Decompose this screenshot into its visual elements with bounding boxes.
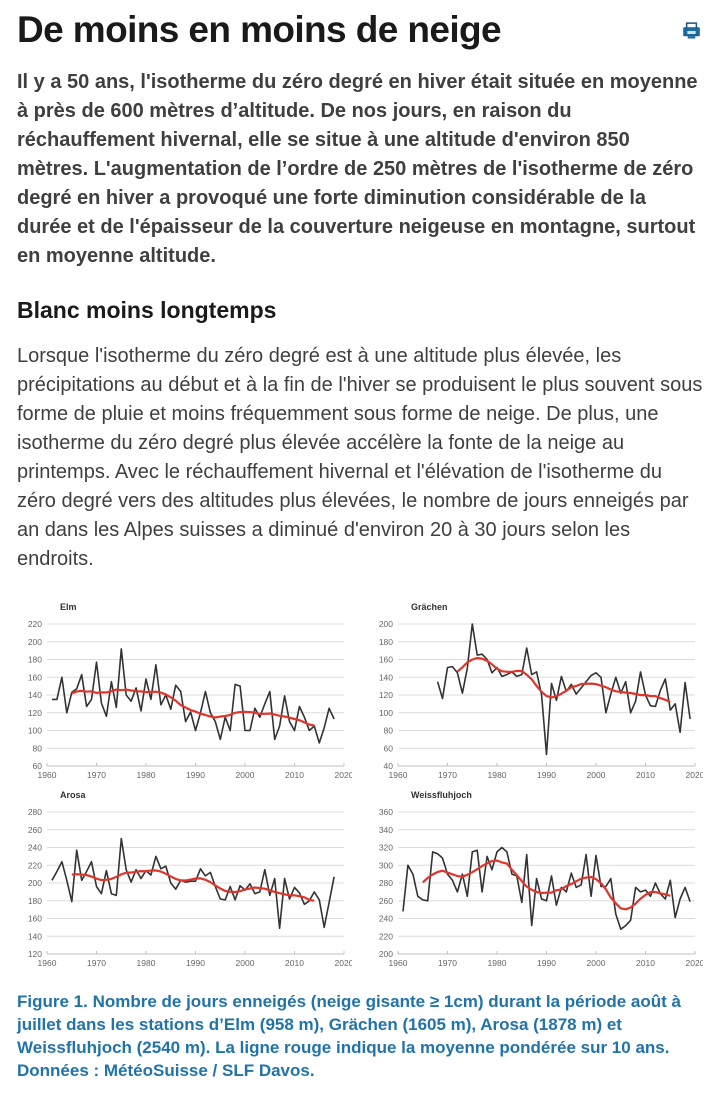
y-tick-label: 120 [378,690,393,701]
y-tick-label: 180 [378,637,393,648]
chart-station-title: Weissfluhjoch [411,790,472,801]
figure-caption: Figure 1. Nombre de jours enneigés (neige gisante ≥ 1cm) durant la période août à juillet dans les stations d’Elm (958 m), Grächen (1605 m), Arosa (1878 m) et Weissfluhjoch (2540 m). La ligne rouge indique la moyenne pondérée sur 10 ans. Données : MétéoSuisse / SLF Davos. [17,992,681,1081]
x-tick-label: 1990 [186,958,205,969]
x-tick-label: 1970 [438,958,457,969]
y-tick-label: 120 [27,708,42,719]
snow-days-line [438,624,690,755]
x-tick-label: 1990 [537,770,556,781]
y-tick-label: 80 [383,725,393,736]
x-tick-label: 2010 [636,770,655,781]
lead-paragraph: Il y a 50 ans, l'isotherme du zéro degré en hiver était située en moyenne à près de 600 mètres d’altitude. De nos jours, en raison du réchauffement hivernal, elle se situe à une altitude d'environ 850 mètres. L'augmentation de l’ordre de 250 mètres de l'isotherme de zéro degré en hiver a provoqué une forte diminution considérable de la durée et de l'épaisseur de la couverture neigeuse en montagne, surtout en moyenne altitude. [17,71,698,268]
printer-icon [682,22,701,40]
x-tick-label: 2010 [636,958,655,969]
x-tick-label: 1960 [388,770,408,781]
y-tick-label: 200 [27,637,42,648]
y-tick-label: 60 [32,761,42,772]
snow-days-line [52,649,334,743]
y-tick-label: 100 [378,708,393,719]
y-tick-label: 140 [27,690,42,701]
y-tick-label: 180 [27,896,42,907]
chart-svg [17,600,352,782]
y-tick-label: 180 [27,654,42,665]
x-tick-label: 1960 [37,770,57,781]
y-tick-label: 360 [378,807,393,818]
x-tick-label: 1980 [136,770,156,781]
chart-svg [368,600,703,782]
y-tick-label: 240 [27,842,42,853]
y-tick-label: 280 [27,807,42,818]
x-tick-label: 1980 [487,958,507,969]
y-tick-label: 340 [378,825,393,836]
chart-arosa [17,788,352,970]
x-tick-label: 2010 [285,770,304,781]
chart-station-title: Grächen [411,602,448,613]
title-row [17,8,703,52]
weighted-mean-line [72,871,314,901]
chart-weissfluhjoch [368,788,703,970]
x-tick-label: 1980 [487,770,507,781]
y-tick-label: 260 [27,825,42,836]
x-tick-label: 2020 [685,958,703,969]
y-tick-label: 220 [27,860,42,871]
y-tick-label: 160 [27,913,42,924]
chart-svg [368,788,703,970]
figure-charts-grid [17,600,703,970]
y-tick-label: 140 [378,672,393,683]
y-tick-label: 200 [27,878,42,889]
chart-station-title: Elm [60,602,77,613]
y-tick-label: 120 [27,949,42,960]
x-tick-label: 2000 [235,770,255,781]
y-tick-label: 200 [378,619,393,630]
chart-station-title: Arosa [60,790,86,801]
y-tick-label: 60 [383,743,393,754]
x-tick-label: 1970 [87,958,106,969]
y-tick-label: 160 [27,672,42,683]
x-tick-label: 2010 [285,958,304,969]
y-tick-label: 140 [27,931,42,942]
y-tick-label: 160 [378,654,393,665]
y-tick-label: 240 [378,913,393,924]
x-tick-label: 1970 [438,770,457,781]
chart-grchen [368,600,703,782]
x-tick-label: 1980 [136,958,156,969]
y-tick-label: 220 [378,931,393,942]
x-tick-label: 1960 [388,958,408,969]
x-tick-label: 2020 [685,770,703,781]
x-tick-label: 1960 [37,958,57,969]
x-tick-label: 2020 [334,770,352,781]
section-heading: Blanc moins longtemps [17,297,277,324]
y-tick-label: 280 [378,878,393,889]
y-tick-label: 200 [378,949,393,960]
x-tick-label: 2000 [586,958,606,969]
x-tick-label: 2000 [235,958,255,969]
y-tick-label: 260 [378,896,393,907]
x-tick-label: 1970 [87,770,106,781]
y-tick-label: 300 [378,860,393,871]
chart-svg [17,788,352,970]
page-title: De moins en moins de neige [17,9,502,50]
y-tick-label: 40 [383,761,393,772]
body-paragraph: Lorsque l'isotherme du zéro degré est à une altitude plus élevée, les précipitations au début et à la fin de l'hiver se produisent le plus souvent sous forme de pluie et moins fréquemment sous forme de neige. De plus, une isotherme du zéro degré plus élevée accélère la fonte de la neige au printemps. Avec le réchauffement hivernal et l'élévation de l'isotherme du zéro degré vers des altitudes plus élevées, le nombre de jours enneigés par an dans les Alpes suisses a diminué d'environ 20 à 30 jours selon les endroits. [17,345,703,571]
snow-days-line [403,848,690,930]
x-tick-label: 2020 [334,958,352,969]
x-tick-label: 1990 [186,770,205,781]
print-button[interactable] [682,22,701,40]
y-tick-label: 220 [27,619,42,630]
x-tick-label: 2000 [586,770,606,781]
y-tick-label: 80 [32,743,42,754]
x-tick-label: 1990 [537,958,556,969]
chart-elm [17,600,352,782]
y-tick-label: 100 [27,725,42,736]
y-tick-label: 320 [378,842,393,853]
